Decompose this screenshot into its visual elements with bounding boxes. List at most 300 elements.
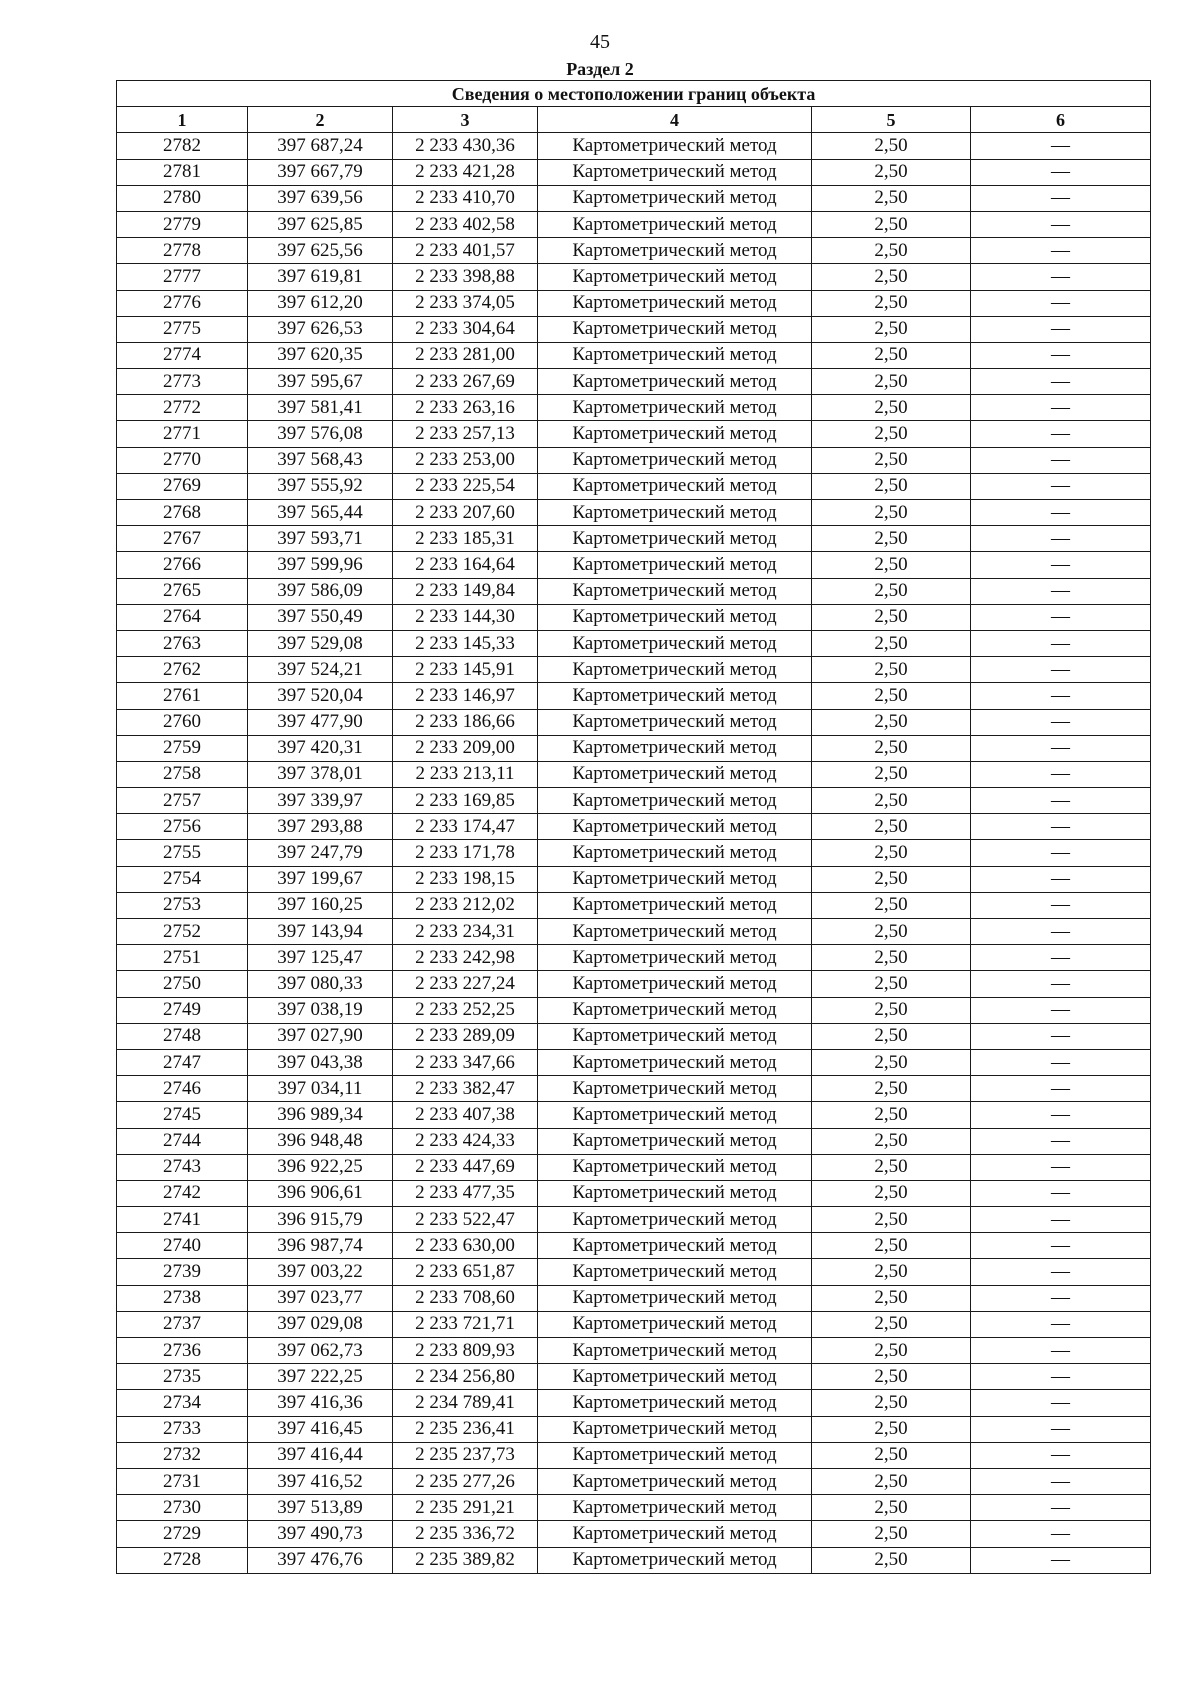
description-value-cell: — — [971, 840, 1151, 866]
column-header: 6 — [971, 107, 1151, 133]
point-number-cell: 2732 — [117, 1442, 248, 1468]
description-value-cell: — — [971, 185, 1151, 211]
coordinate-y-cell: 2 233 185,31 — [393, 526, 538, 552]
coordinate-y-cell: 2 233 171,78 — [393, 840, 538, 866]
table-row — [117, 761, 1151, 787]
determination-method-cell: Картометрический метод — [538, 866, 812, 892]
coordinate-x-cell: 397 490,73 — [248, 1521, 393, 1547]
coordinate-x-cell: 397 513,89 — [248, 1495, 393, 1521]
coordinate-y-cell: 2 233 186,66 — [393, 709, 538, 735]
point-number-cell: 2759 — [117, 735, 248, 761]
description-value-cell: — — [971, 892, 1151, 918]
coordinate-y-cell: 2 233 145,91 — [393, 657, 538, 683]
coordinate-x-cell: 397 416,36 — [248, 1390, 393, 1416]
point-number-cell: 2781 — [117, 159, 248, 185]
description-value-cell: — — [971, 1023, 1151, 1049]
accuracy-value-cell: 2,50 — [812, 892, 971, 918]
point-number-cell: 2743 — [117, 1154, 248, 1180]
table-row — [117, 1233, 1151, 1259]
table-row — [117, 473, 1151, 499]
coordinate-x-cell: 397 687,24 — [248, 133, 393, 159]
column-header: 3 — [393, 107, 538, 133]
column-header: 4 — [538, 107, 812, 133]
accuracy-value-cell: 2,50 — [812, 604, 971, 630]
point-number-cell: 2735 — [117, 1364, 248, 1390]
table-row — [117, 185, 1151, 211]
accuracy-value-cell: 2,50 — [812, 447, 971, 473]
accuracy-value-cell: 2,50 — [812, 1547, 971, 1573]
description-value-cell: — — [971, 316, 1151, 342]
coordinate-x-cell: 397 029,08 — [248, 1311, 393, 1337]
coordinate-y-cell: 2 233 374,05 — [393, 290, 538, 316]
coordinate-y-cell: 2 233 402,58 — [393, 211, 538, 237]
coordinate-x-cell: 397 003,22 — [248, 1259, 393, 1285]
table-row — [117, 290, 1151, 316]
determination-method-cell: Картометрический метод — [538, 630, 812, 656]
description-value-cell: — — [971, 447, 1151, 473]
coordinate-y-cell: 2 233 809,93 — [393, 1338, 538, 1364]
coordinate-y-cell: 2 233 401,57 — [393, 238, 538, 264]
table-row — [117, 447, 1151, 473]
table-row — [117, 1076, 1151, 1102]
coordinate-y-cell: 2 233 522,47 — [393, 1207, 538, 1233]
table-row — [117, 369, 1151, 395]
point-number-cell: 2730 — [117, 1495, 248, 1521]
coordinate-y-cell: 2 234 789,41 — [393, 1390, 538, 1416]
point-number-cell: 2733 — [117, 1416, 248, 1442]
accuracy-value-cell: 2,50 — [812, 1442, 971, 1468]
point-number-cell: 2772 — [117, 395, 248, 421]
table-row — [117, 1154, 1151, 1180]
coordinate-y-cell: 2 233 281,00 — [393, 342, 538, 368]
coordinate-y-cell: 2 233 145,33 — [393, 630, 538, 656]
coordinate-y-cell: 2 233 398,88 — [393, 264, 538, 290]
coordinate-y-cell: 2 233 477,35 — [393, 1180, 538, 1206]
accuracy-value-cell: 2,50 — [812, 1468, 971, 1494]
table-row — [117, 500, 1151, 526]
point-number-cell: 2739 — [117, 1259, 248, 1285]
point-number-cell: 2736 — [117, 1338, 248, 1364]
description-value-cell: — — [971, 1547, 1151, 1573]
point-number-cell: 2767 — [117, 526, 248, 552]
accuracy-value-cell: 2,50 — [812, 866, 971, 892]
table-row — [117, 604, 1151, 630]
table-row — [117, 866, 1151, 892]
column-header: 2 — [248, 107, 393, 133]
table-row — [117, 1521, 1151, 1547]
coordinate-x-cell: 397 339,97 — [248, 788, 393, 814]
point-number-cell: 2729 — [117, 1521, 248, 1547]
coordinate-y-cell: 2 233 174,47 — [393, 814, 538, 840]
point-number-cell: 2774 — [117, 342, 248, 368]
table-row — [117, 1547, 1151, 1573]
table-row — [117, 814, 1151, 840]
point-number-cell: 2731 — [117, 1468, 248, 1494]
coordinate-y-cell: 2 233 227,24 — [393, 971, 538, 997]
point-number-cell: 2751 — [117, 945, 248, 971]
accuracy-value-cell: 2,50 — [812, 657, 971, 683]
accuracy-value-cell: 2,50 — [812, 945, 971, 971]
determination-method-cell: Картометрический метод — [538, 971, 812, 997]
point-number-cell: 2764 — [117, 604, 248, 630]
determination-method-cell: Картометрический метод — [538, 709, 812, 735]
coordinate-y-cell: 2 233 209,00 — [393, 735, 538, 761]
accuracy-value-cell: 2,50 — [812, 1285, 971, 1311]
determination-method-cell: Картометрический метод — [538, 997, 812, 1023]
determination-method-cell: Картометрический метод — [538, 1311, 812, 1337]
table-row — [117, 892, 1151, 918]
determination-method-cell: Картометрический метод — [538, 1468, 812, 1494]
determination-method-cell: Картометрический метод — [538, 290, 812, 316]
description-value-cell: — — [971, 1102, 1151, 1128]
point-number-cell: 2779 — [117, 211, 248, 237]
determination-method-cell: Картометрический метод — [538, 447, 812, 473]
point-number-cell: 2745 — [117, 1102, 248, 1128]
accuracy-value-cell: 2,50 — [812, 473, 971, 499]
coordinate-x-cell: 397 062,73 — [248, 1338, 393, 1364]
accuracy-value-cell: 2,50 — [812, 919, 971, 945]
description-value-cell: — — [971, 526, 1151, 552]
determination-method-cell: Картометрический метод — [538, 395, 812, 421]
accuracy-value-cell: 2,50 — [812, 421, 971, 447]
coordinate-x-cell: 397 293,88 — [248, 814, 393, 840]
determination-method-cell: Картометрический метод — [538, 1364, 812, 1390]
description-value-cell: — — [971, 1233, 1151, 1259]
table-row — [117, 709, 1151, 735]
description-value-cell: — — [971, 500, 1151, 526]
coordinate-x-cell: 396 989,34 — [248, 1102, 393, 1128]
determination-method-cell: Картометрический метод — [538, 1049, 812, 1075]
accuracy-value-cell: 2,50 — [812, 1311, 971, 1337]
description-value-cell: — — [971, 683, 1151, 709]
determination-method-cell: Картометрический метод — [538, 578, 812, 604]
point-number-cell: 2782 — [117, 133, 248, 159]
description-value-cell: — — [971, 342, 1151, 368]
accuracy-value-cell: 2,50 — [812, 1521, 971, 1547]
description-value-cell: — — [971, 1495, 1151, 1521]
coordinate-y-cell: 2 233 144,30 — [393, 604, 538, 630]
coordinate-x-cell: 397 520,04 — [248, 683, 393, 709]
coordinate-x-cell: 397 023,77 — [248, 1285, 393, 1311]
accuracy-value-cell: 2,50 — [812, 1495, 971, 1521]
point-number-cell: 2773 — [117, 369, 248, 395]
accuracy-value-cell: 2,50 — [812, 971, 971, 997]
description-value-cell: — — [971, 473, 1151, 499]
point-number-cell: 2776 — [117, 290, 248, 316]
table-row — [117, 1207, 1151, 1233]
determination-method-cell: Картометрический метод — [538, 159, 812, 185]
table-row — [117, 1128, 1151, 1154]
description-value-cell: — — [971, 1468, 1151, 1494]
description-value-cell: — — [971, 866, 1151, 892]
accuracy-value-cell: 2,50 — [812, 1154, 971, 1180]
accuracy-value-cell: 2,50 — [812, 1259, 971, 1285]
coordinate-x-cell: 397 593,71 — [248, 526, 393, 552]
description-value-cell: — — [971, 238, 1151, 264]
table-row — [117, 578, 1151, 604]
coordinate-x-cell: 397 043,38 — [248, 1049, 393, 1075]
point-number-cell: 2754 — [117, 866, 248, 892]
description-value-cell: — — [971, 552, 1151, 578]
table-row — [117, 788, 1151, 814]
determination-method-cell: Картометрический метод — [538, 1154, 812, 1180]
coordinate-x-cell: 396 915,79 — [248, 1207, 393, 1233]
determination-method-cell: Картометрический метод — [538, 211, 812, 237]
coordinate-x-cell: 397 420,31 — [248, 735, 393, 761]
coordinate-x-cell: 397 619,81 — [248, 264, 393, 290]
table-row — [117, 1180, 1151, 1206]
table-row — [117, 1102, 1151, 1128]
point-number-cell: 2771 — [117, 421, 248, 447]
coordinate-y-cell: 2 233 213,11 — [393, 761, 538, 787]
coordinate-x-cell: 397 476,76 — [248, 1547, 393, 1573]
coordinate-x-cell: 396 922,25 — [248, 1154, 393, 1180]
table-head — [117, 81, 1151, 133]
point-number-cell: 2778 — [117, 238, 248, 264]
coordinate-x-cell: 397 416,44 — [248, 1442, 393, 1468]
table-row — [117, 1049, 1151, 1075]
coordinate-x-cell: 396 987,74 — [248, 1233, 393, 1259]
table-row — [117, 657, 1151, 683]
point-number-cell: 2777 — [117, 264, 248, 290]
point-number-cell: 2760 — [117, 709, 248, 735]
description-value-cell: — — [971, 761, 1151, 787]
point-number-cell: 2742 — [117, 1180, 248, 1206]
table-row — [117, 1390, 1151, 1416]
coordinate-x-cell: 397 080,33 — [248, 971, 393, 997]
determination-method-cell: Картометрический метод — [538, 342, 812, 368]
accuracy-value-cell: 2,50 — [812, 526, 971, 552]
accuracy-value-cell: 2,50 — [812, 1180, 971, 1206]
accuracy-value-cell: 2,50 — [812, 369, 971, 395]
determination-method-cell: Картометрический метод — [538, 1338, 812, 1364]
point-number-cell: 2750 — [117, 971, 248, 997]
description-value-cell: — — [971, 630, 1151, 656]
coordinate-x-cell: 397 034,11 — [248, 1076, 393, 1102]
accuracy-value-cell: 2,50 — [812, 735, 971, 761]
point-number-cell: 2748 — [117, 1023, 248, 1049]
point-number-cell: 2766 — [117, 552, 248, 578]
accuracy-value-cell: 2,50 — [812, 1102, 971, 1128]
coordinate-y-cell: 2 233 410,70 — [393, 185, 538, 211]
table-row — [117, 1416, 1151, 1442]
coordinate-x-cell: 397 199,67 — [248, 866, 393, 892]
point-number-cell: 2762 — [117, 657, 248, 683]
description-value-cell: — — [971, 709, 1151, 735]
coordinate-y-cell: 2 233 169,85 — [393, 788, 538, 814]
description-value-cell: — — [971, 133, 1151, 159]
coordinate-y-cell: 2 235 237,73 — [393, 1442, 538, 1468]
description-value-cell: — — [971, 1390, 1151, 1416]
coordinate-y-cell: 2 233 347,66 — [393, 1049, 538, 1075]
description-value-cell: — — [971, 1311, 1151, 1337]
determination-method-cell: Картометрический метод — [538, 500, 812, 526]
determination-method-cell: Картометрический метод — [538, 945, 812, 971]
column-header: 5 — [812, 107, 971, 133]
determination-method-cell: Картометрический метод — [538, 264, 812, 290]
coordinate-x-cell: 397 599,96 — [248, 552, 393, 578]
point-number-cell: 2749 — [117, 997, 248, 1023]
determination-method-cell: Картометрический метод — [538, 919, 812, 945]
coordinate-y-cell: 2 233 234,31 — [393, 919, 538, 945]
coordinate-x-cell: 397 576,08 — [248, 421, 393, 447]
coordinate-y-cell: 2 234 256,80 — [393, 1364, 538, 1390]
description-value-cell: — — [971, 1416, 1151, 1442]
description-value-cell: — — [971, 1521, 1151, 1547]
coordinate-y-cell: 2 233 225,54 — [393, 473, 538, 499]
table-row — [117, 316, 1151, 342]
accuracy-value-cell: 2,50 — [812, 264, 971, 290]
table-row — [117, 1338, 1151, 1364]
accuracy-value-cell: 2,50 — [812, 1128, 971, 1154]
coordinate-y-cell: 2 235 277,26 — [393, 1468, 538, 1494]
point-number-cell: 2780 — [117, 185, 248, 211]
coordinate-x-cell: 397 568,43 — [248, 447, 393, 473]
determination-method-cell: Картометрический метод — [538, 526, 812, 552]
determination-method-cell: Картометрический метод — [538, 1259, 812, 1285]
coordinate-y-cell: 2 233 253,00 — [393, 447, 538, 473]
description-value-cell: — — [971, 395, 1151, 421]
point-number-cell: 2756 — [117, 814, 248, 840]
point-number-cell: 2765 — [117, 578, 248, 604]
description-value-cell: — — [971, 1180, 1151, 1206]
coordinate-x-cell: 397 625,85 — [248, 211, 393, 237]
accuracy-value-cell: 2,50 — [812, 1233, 971, 1259]
description-value-cell: — — [971, 211, 1151, 237]
determination-method-cell: Картометрический метод — [538, 1128, 812, 1154]
table-row — [117, 1023, 1151, 1049]
coordinate-y-cell: 2 233 242,98 — [393, 945, 538, 971]
point-number-cell: 2741 — [117, 1207, 248, 1233]
description-value-cell: — — [971, 578, 1151, 604]
description-value-cell: — — [971, 264, 1151, 290]
table-row — [117, 421, 1151, 447]
table-row — [117, 919, 1151, 945]
determination-method-cell: Картометрический метод — [538, 1416, 812, 1442]
table-row — [117, 159, 1151, 185]
table-row — [117, 945, 1151, 971]
determination-method-cell: Картометрический метод — [538, 1495, 812, 1521]
table-row — [117, 840, 1151, 866]
table-caption: Сведения о местоположении границ объекта — [117, 81, 1151, 107]
determination-method-cell: Картометрический метод — [538, 892, 812, 918]
table-row — [117, 1495, 1151, 1521]
determination-method-cell: Картометрический метод — [538, 238, 812, 264]
point-number-cell: 2734 — [117, 1390, 248, 1416]
coordinate-y-cell: 2 233 430,36 — [393, 133, 538, 159]
description-value-cell: — — [971, 1285, 1151, 1311]
description-value-cell: — — [971, 159, 1151, 185]
coordinate-x-cell: 397 247,79 — [248, 840, 393, 866]
table-row — [117, 1259, 1151, 1285]
accuracy-value-cell: 2,50 — [812, 395, 971, 421]
coordinate-x-cell: 397 565,44 — [248, 500, 393, 526]
coordinate-x-cell: 397 477,90 — [248, 709, 393, 735]
point-number-cell: 2769 — [117, 473, 248, 499]
table-row — [117, 630, 1151, 656]
point-number-cell: 2747 — [117, 1049, 248, 1075]
table-row — [117, 238, 1151, 264]
description-value-cell: — — [971, 369, 1151, 395]
table-row — [117, 683, 1151, 709]
determination-method-cell: Картометрический метод — [538, 1285, 812, 1311]
accuracy-value-cell: 2,50 — [812, 630, 971, 656]
coordinate-x-cell: 397 595,67 — [248, 369, 393, 395]
table-body — [117, 133, 1151, 1573]
accuracy-value-cell: 2,50 — [812, 578, 971, 604]
coordinate-x-cell: 397 416,45 — [248, 1416, 393, 1442]
coordinate-x-cell: 397 416,52 — [248, 1468, 393, 1494]
coordinate-x-cell: 397 581,41 — [248, 395, 393, 421]
description-value-cell: — — [971, 997, 1151, 1023]
table-row — [117, 264, 1151, 290]
table-row — [117, 735, 1151, 761]
accuracy-value-cell: 2,50 — [812, 1076, 971, 1102]
determination-method-cell: Картометрический метод — [538, 1102, 812, 1128]
table-row — [117, 1468, 1151, 1494]
coordinate-y-cell: 2 235 389,82 — [393, 1547, 538, 1573]
table-row — [117, 211, 1151, 237]
accuracy-value-cell: 2,50 — [812, 788, 971, 814]
description-value-cell: — — [971, 1259, 1151, 1285]
accuracy-value-cell: 2,50 — [812, 159, 971, 185]
accuracy-value-cell: 2,50 — [812, 500, 971, 526]
column-header: 1 — [117, 107, 248, 133]
coordinate-y-cell: 2 233 708,60 — [393, 1285, 538, 1311]
point-number-cell: 2770 — [117, 447, 248, 473]
point-number-cell: 2744 — [117, 1128, 248, 1154]
coordinate-x-cell: 397 625,56 — [248, 238, 393, 264]
description-value-cell: — — [971, 1442, 1151, 1468]
determination-method-cell: Картометрический метод — [538, 1521, 812, 1547]
accuracy-value-cell: 2,50 — [812, 1390, 971, 1416]
coordinate-x-cell: 397 639,56 — [248, 185, 393, 211]
determination-method-cell: Картометрический метод — [538, 421, 812, 447]
coordinate-y-cell: 2 233 149,84 — [393, 578, 538, 604]
column-header-row — [117, 107, 1151, 133]
page-number: 45 — [590, 31, 610, 53]
description-value-cell: — — [971, 1049, 1151, 1075]
description-value-cell: — — [971, 1154, 1151, 1180]
coordinate-x-cell: 397 612,20 — [248, 290, 393, 316]
coordinate-y-cell: 2 233 289,09 — [393, 1023, 538, 1049]
coordinate-y-cell: 2 233 382,47 — [393, 1076, 538, 1102]
coordinate-x-cell: 397 555,92 — [248, 473, 393, 499]
accuracy-value-cell: 2,50 — [812, 552, 971, 578]
coordinate-y-cell: 2 233 252,25 — [393, 997, 538, 1023]
determination-method-cell: Картометрический метод — [538, 604, 812, 630]
coordinate-x-cell: 397 038,19 — [248, 997, 393, 1023]
coordinate-y-cell: 2 233 424,33 — [393, 1128, 538, 1154]
coordinate-y-cell: 2 233 257,13 — [393, 421, 538, 447]
point-number-cell: 2755 — [117, 840, 248, 866]
coordinate-y-cell: 2 233 447,69 — [393, 1154, 538, 1180]
description-value-cell: — — [971, 1128, 1151, 1154]
description-value-cell: — — [971, 919, 1151, 945]
determination-method-cell: Картометрический метод — [538, 1233, 812, 1259]
accuracy-value-cell: 2,50 — [812, 1364, 971, 1390]
description-value-cell: — — [971, 788, 1151, 814]
accuracy-value-cell: 2,50 — [812, 316, 971, 342]
coordinate-x-cell: 397 524,21 — [248, 657, 393, 683]
coordinate-y-cell: 2 233 267,69 — [393, 369, 538, 395]
point-number-cell: 2763 — [117, 630, 248, 656]
determination-method-cell: Картометрический метод — [538, 1023, 812, 1049]
coordinate-y-cell: 2 233 263,16 — [393, 395, 538, 421]
accuracy-value-cell: 2,50 — [812, 238, 971, 264]
coordinate-y-cell: 2 233 207,60 — [393, 500, 538, 526]
determination-method-cell: Картометрический метод — [538, 657, 812, 683]
